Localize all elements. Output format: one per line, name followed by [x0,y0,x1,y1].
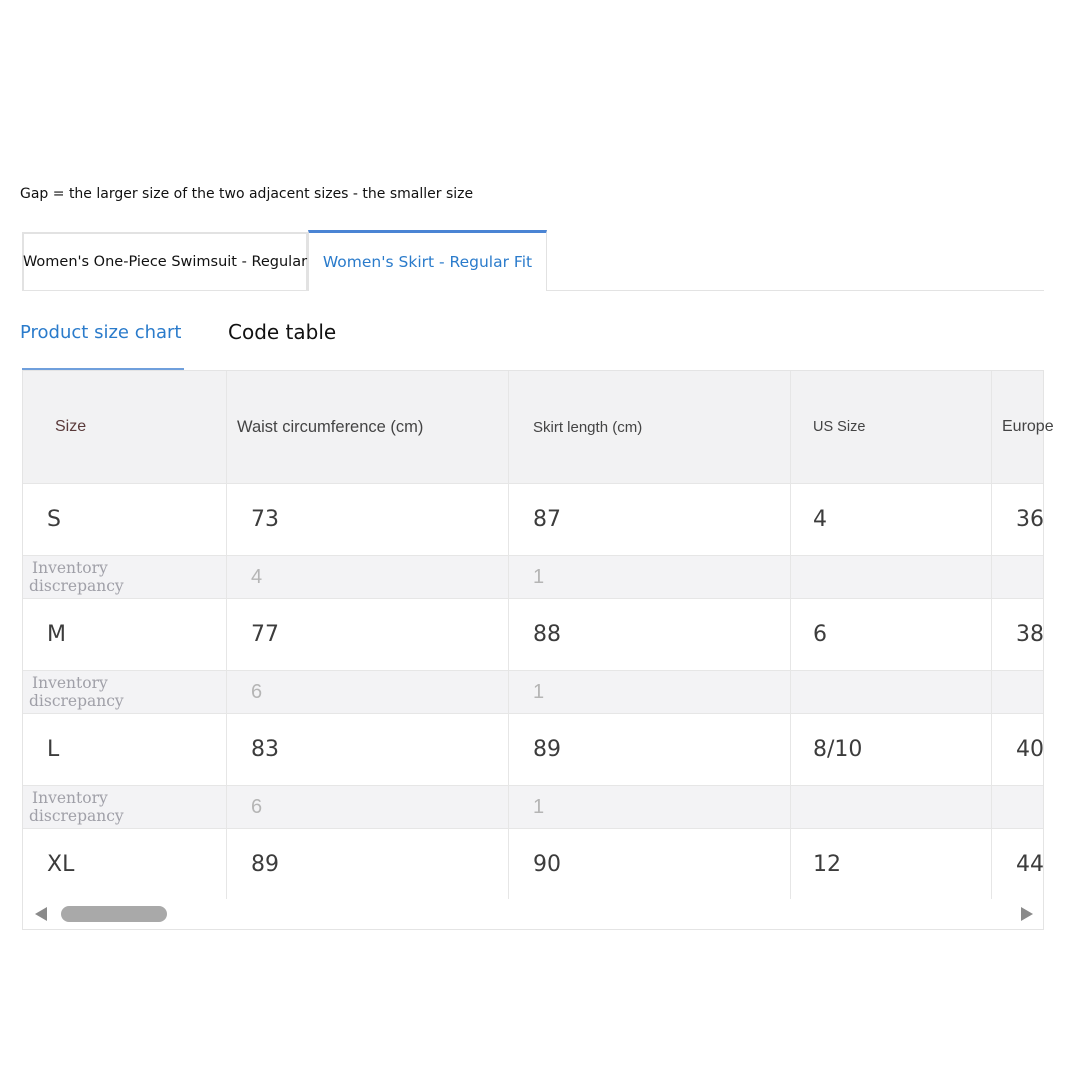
discrepancy-cell: 4 [227,556,509,598]
tab-code-table[interactable]: Code table [228,320,337,344]
discrepancy-label: Inventory discrepancy [23,556,227,598]
tab-label: Women's One-Piece Swimsuit - Regular [22,254,308,270]
table-cell: L [23,714,227,785]
product-tabs [22,230,1044,291]
discrepancy-cell: 6 [227,786,509,828]
table-cell: 6 [791,599,992,670]
triangle-right-icon[interactable] [1021,907,1033,921]
discrepancy-cell: 6 [227,671,509,713]
discrepancy-cell: 1 [509,556,791,598]
header-cell-skirt-length: Skirt length (cm) [509,371,791,483]
table-cell: 83 [227,714,509,785]
table-cell: 89 [227,829,509,900]
gap-note: Gap = the larger size of the two adjacent sizes - the smaller size [20,186,474,202]
table-cell: 4 [791,484,992,555]
table-cell: 44 [1016,852,1044,877]
size-table [22,370,1054,930]
scrollbar-thumb[interactable] [61,906,167,922]
header-cell-europe: Europe [1002,418,1054,435]
table-cell: 12 [791,829,992,900]
table-row [23,599,1043,671]
inventory-discrepancy-row [23,556,1043,599]
table-cell: 90 [509,829,791,900]
table-row [23,829,1043,901]
discrepancy-cell [791,556,992,598]
table-cell: 89 [509,714,791,785]
table-cell: 77 [227,599,509,670]
discrepancy-cell [791,786,992,828]
header-cell-waist: Waist circumference (cm) [227,371,509,483]
header-cell-size: Size [23,371,227,483]
discrepancy-cell [992,556,1052,598]
table-cell: 36 [1016,507,1044,532]
header-cell-us-size: US Size [791,371,992,483]
discrepancy-label: Inventory discrepancy [23,786,227,828]
discrepancy-cell: 1 [509,786,791,828]
table-cell: XL [23,829,227,900]
inventory-discrepancy-row [23,786,1043,829]
table-cell: 73 [227,484,509,555]
table-cell: 88 [509,599,791,670]
triangle-left-icon[interactable] [35,907,47,921]
table-row [23,484,1043,556]
tab-womens-skirt[interactable] [308,230,547,291]
tab-product-size-chart[interactable]: Product size chart [20,322,182,343]
table-cell: M [23,599,227,670]
table-header-row [23,371,1054,484]
table-cell: 38 [1016,622,1044,647]
tab-womens-one-piece-swimsuit[interactable] [22,232,308,290]
discrepancy-cell [992,786,1052,828]
table-row [23,714,1043,786]
chart-sub-tabs [20,318,620,372]
horizontal-scrollbar[interactable] [23,899,1043,929]
discrepancy-label: Inventory discrepancy [23,671,227,713]
table-cell: 40 [1016,737,1044,762]
table-cell: S [23,484,227,555]
discrepancy-cell [992,671,1052,713]
inventory-discrepancy-row [23,671,1043,714]
discrepancy-cell: 1 [509,671,791,713]
discrepancy-cell [791,671,992,713]
table-cell: 87 [509,484,791,555]
tab-label: Women's Skirt - Regular Fit [322,253,533,271]
table-cell: 8/10 [791,714,992,785]
